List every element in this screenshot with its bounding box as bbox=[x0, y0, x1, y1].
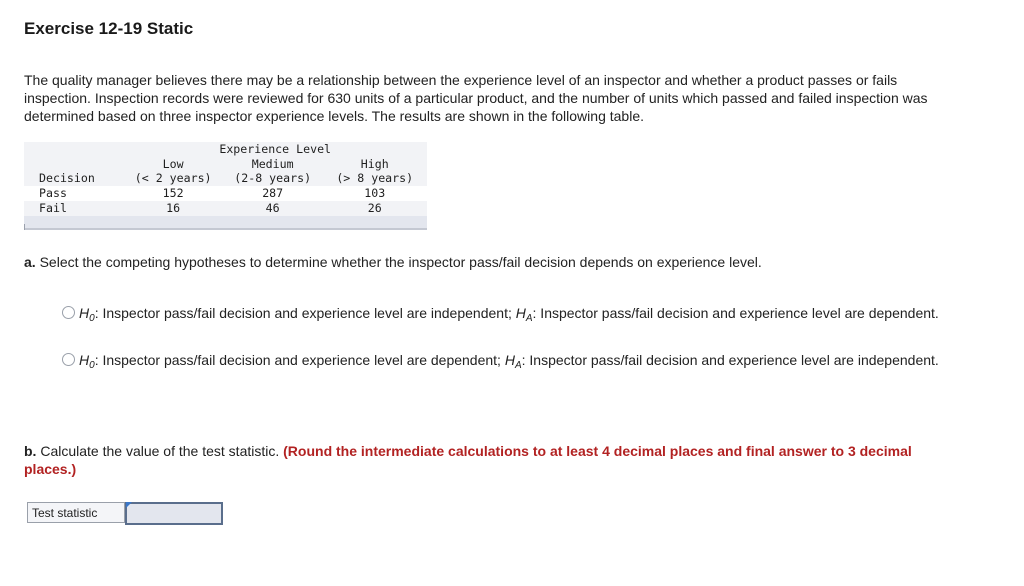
h0-subscript: 0 bbox=[89, 360, 95, 371]
table-divider-tick bbox=[24, 224, 25, 230]
option-1-ha-text: : Inspector pass/fail decision and experience level are dependent. bbox=[532, 305, 939, 321]
cell-value: 287 bbox=[223, 186, 323, 201]
h0-symbol: H bbox=[79, 352, 90, 368]
question-a-text: Select the competing hypotheses to determine whether the inspector pass/fail decision depends on experience level. bbox=[39, 254, 762, 270]
col-range-low: (< 2 years) bbox=[123, 171, 223, 186]
ha-subscript: A bbox=[514, 360, 522, 371]
row-header: Decision bbox=[24, 171, 123, 186]
question-b bbox=[24, 442, 964, 478]
ha-symbol: H bbox=[515, 305, 526, 321]
h0-symbol: H bbox=[79, 305, 90, 321]
h0-subscript: 0 bbox=[89, 313, 95, 324]
cell-value: 103 bbox=[322, 186, 427, 201]
row-label: Pass bbox=[24, 186, 123, 201]
col-name-medium: Medium bbox=[223, 157, 323, 172]
radio-button[interactable] bbox=[62, 353, 75, 366]
table-row bbox=[24, 186, 427, 201]
test-statistic-label: Test statistic bbox=[27, 502, 125, 523]
radio-button[interactable] bbox=[62, 306, 75, 319]
problem-statement: The quality manager believes there may be a relationship between the experience level of an inspector and whether a product passes or fails inspection. Inspection records were reviewed for 630 units of a particular product, and the number of units which passed and failed inspection was determined based on three inspector experience levels. The results are shown in the following table. bbox=[24, 72, 928, 124]
question-a-label: a. bbox=[24, 254, 36, 270]
table-divider bbox=[24, 228, 427, 230]
question-b-text: Calculate the value of the test statistic. bbox=[40, 443, 280, 459]
ha-symbol: H bbox=[504, 352, 515, 368]
col-range-high: (> 8 years) bbox=[322, 171, 427, 186]
option-1-h0-text: : Inspector pass/fail decision and experience level are independent; bbox=[94, 305, 516, 321]
col-range-medium: (2-8 years) bbox=[223, 171, 323, 186]
question-a bbox=[24, 254, 762, 270]
page-title: Exercise 12-19 Static bbox=[24, 19, 194, 38]
table-group-header: Experience Level bbox=[123, 142, 427, 157]
ha-subscript: A bbox=[525, 313, 533, 324]
cell-value: 152 bbox=[123, 186, 223, 201]
hypothesis-option-1[interactable] bbox=[64, 303, 954, 326]
cell-value: 46 bbox=[223, 201, 323, 216]
option-2-ha-text: : Inspector pass/fail decision and experience level are independent. bbox=[521, 352, 939, 368]
hypothesis-option-2[interactable] bbox=[64, 350, 954, 373]
row-label: Fail bbox=[24, 201, 123, 216]
question-b-label: b. bbox=[24, 443, 37, 459]
cell-value: 26 bbox=[322, 201, 427, 216]
rounding-instruction: (Round the intermediate calculations to at least 4 decimal places and final answer to 3 decimal places.) bbox=[24, 443, 912, 477]
cell-value: 16 bbox=[123, 201, 223, 216]
input-flag-icon bbox=[126, 502, 132, 508]
col-name-high: High bbox=[322, 157, 427, 172]
test-statistic-input[interactable] bbox=[125, 502, 223, 525]
col-name-low: Low bbox=[123, 157, 223, 172]
table-row bbox=[24, 201, 427, 216]
data-table bbox=[24, 142, 427, 230]
option-2-h0-text: : Inspector pass/fail decision and experience level are dependent; bbox=[94, 352, 505, 368]
